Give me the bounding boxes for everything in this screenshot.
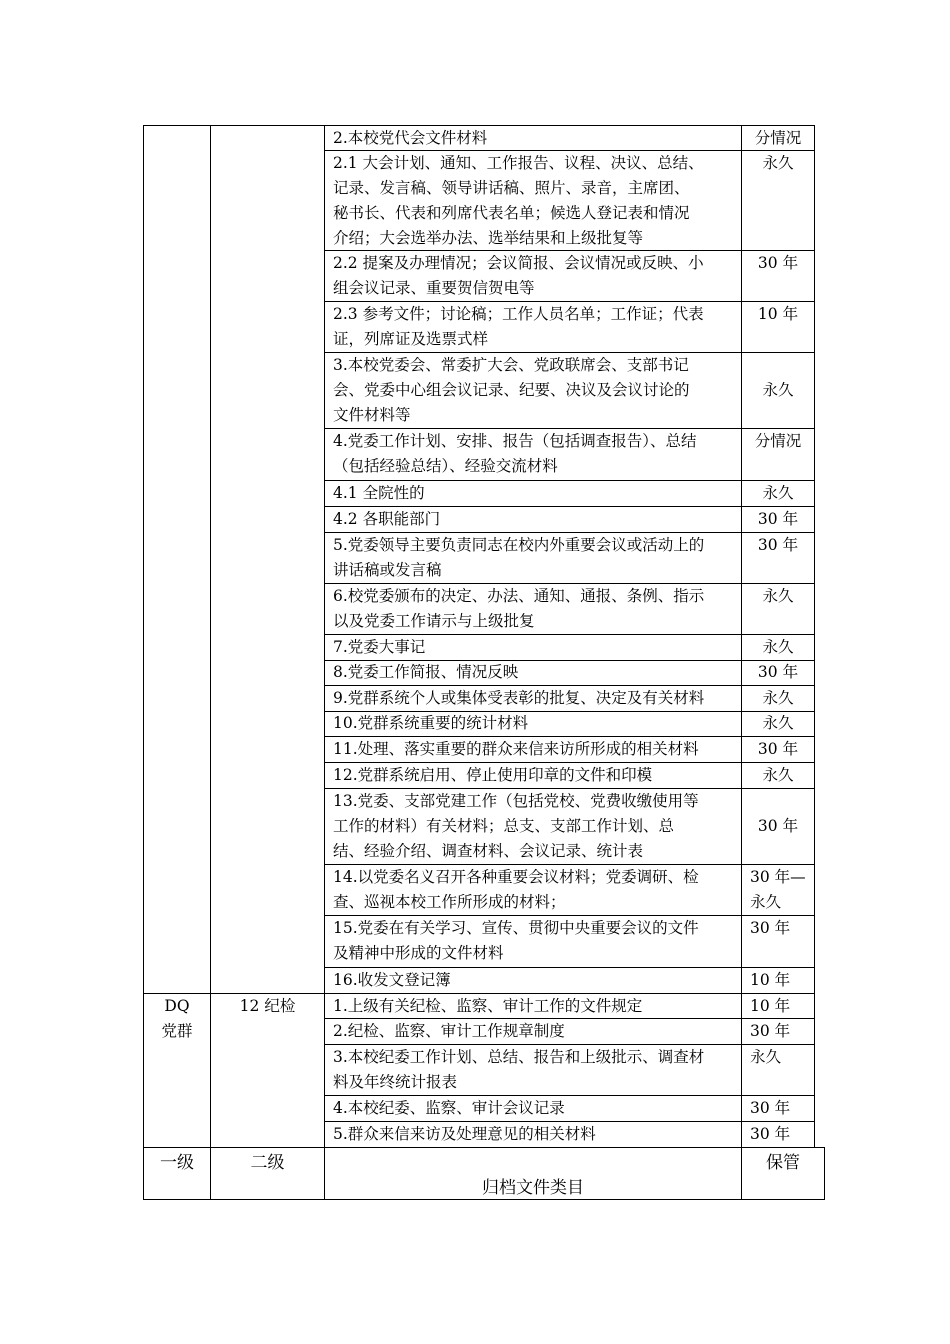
category-cell: 5.党委领导主要负责同志在校内外重要会议或活动上的 讲话稿或发言稿 xyxy=(333,536,705,579)
retention-cell: 30 年 xyxy=(757,254,799,272)
category-cell: 4.1 全院性的 xyxy=(333,484,425,502)
category-cell: 2.纪检、监察、审计工作规章制度 xyxy=(333,1022,565,1040)
category-cell: 2.本校党代会文件材料 xyxy=(333,129,488,147)
category-cell: 6.校党委颁布的决定、办法、通知、通报、条例、指示 以及党委工作请示与上级批复 xyxy=(333,587,705,630)
retention-cell: 30 年 xyxy=(750,919,791,937)
category-cell: 12.党群系统启用、停止使用印章的文件和印模 xyxy=(333,766,653,784)
category-cell: 13.党委、支部党建工作（包括党校、党费收缴使用等 工作的材料）有关材料；总支、支部工作计划、总 结、经验介绍、调查材料、会议记录、统计表 xyxy=(333,792,699,860)
category-cell: 10.党群系统重要的统计材料 xyxy=(333,714,529,732)
category-cell: 9.党群系统个人或集体受表彰的批复、决定及有关材料 xyxy=(333,689,705,707)
retention-cell: 30 年 xyxy=(750,1125,791,1143)
category-cell: 1.上级有关纪检、监察、审计工作的文件规定 xyxy=(333,997,643,1015)
retention-cell: 10 年 xyxy=(757,305,799,323)
category-cell: 5.群众来信来访及处理意见的相关材料 xyxy=(333,1125,596,1143)
retention-cell: 10 年 xyxy=(750,971,791,989)
retention-cell: 30 年 xyxy=(757,510,799,528)
level2-name: 12 纪检 xyxy=(239,997,296,1015)
retention-cell: 永久 xyxy=(762,484,794,502)
col-border xyxy=(814,125,815,1147)
retention-cell: 30 年— 永久 xyxy=(750,868,806,911)
header-retention: 保管 xyxy=(766,1153,800,1173)
col-border xyxy=(210,125,211,1200)
category-cell: 16.收发文登记簿 xyxy=(333,971,451,989)
category-cell: 2.1 大会计划、通知、工作报告、议程、决议、总结、 记录、发言稿、领导讲话稿、照片、录音，主席团、 秘书长、代表和列席代表名单；候选人登记表和情况 介绍；大会选举办法、选举结果和上级批复等 xyxy=(333,154,704,247)
category-cell: 3.本校党委会、常委扩大会、党政联席会、支部书记 会、党委中心组会议记录、纪要、决议及会议讨论的 文件材料等 xyxy=(333,356,690,424)
retention-cell: 30 年 xyxy=(757,663,799,681)
row-border xyxy=(143,1147,825,1148)
category-cell: 4.党委工作计划、安排、报告（包括调查报告）、总结 （包括经验总结）、经验交流材料 xyxy=(333,432,697,475)
retention-cell: 分情况 xyxy=(754,432,802,450)
retention-cell: 永久 xyxy=(750,1048,782,1066)
retention-cell: 30 年 xyxy=(757,536,799,554)
level1-code: DQ 党群 xyxy=(161,997,193,1040)
retention-cell: 30 年 xyxy=(757,817,799,835)
retention-cell: 10 年 xyxy=(750,997,791,1015)
category-cell: 3.本校纪委工作计划、总结、报告和上级批示、调查材 料及年终统计报表 xyxy=(333,1048,705,1091)
retention-cell: 永久 xyxy=(762,381,794,399)
retention-cell: 永久 xyxy=(762,689,794,707)
header-category: 归档文件类目 xyxy=(482,1178,584,1198)
retention-cell: 分情况 xyxy=(754,129,802,147)
category-cell: 14.以党委名义召开各种重要会议材料；党委调研、检 查、巡视本校工作所形成的材料； xyxy=(333,868,699,911)
col-border xyxy=(824,1147,825,1200)
retention-cell: 30 年 xyxy=(750,1099,791,1117)
category-cell: 2.3 参考文件；讨论稿；工作人员名单；工作证；代表 证，列席证及选票式样 xyxy=(333,305,704,348)
category-cell: 4.2 各职能部门 xyxy=(333,510,441,528)
category-cell: 2.2 提案及办理情况；会议简报、会议情况或反映、小 组会议记录、重要贺信贺电等 xyxy=(333,254,704,297)
retention-cell: 永久 xyxy=(762,766,794,784)
retention-cell: 永久 xyxy=(762,154,794,172)
category-cell: 7.党委大事记 xyxy=(333,638,426,656)
header-level1: 一级 xyxy=(160,1153,194,1173)
header-level2: 二级 xyxy=(250,1153,285,1173)
category-cell: 4.本校纪委、监察、审计会议记录 xyxy=(333,1099,565,1117)
retention-cell: 30 年 xyxy=(750,1022,791,1040)
category-cell: 15.党委在有关学习、宣传、贯彻中央重要会议的文件 及精神中形成的文件材料 xyxy=(333,919,699,962)
retention-cell: 30 年 xyxy=(757,740,799,758)
category-cell: 8.党委工作简报、情况反映 xyxy=(333,663,519,681)
retention-cell: 永久 xyxy=(762,638,794,656)
category-cell: 11.处理、落实重要的群众来信来访所形成的相关材料 xyxy=(333,740,699,758)
retention-cell: 永久 xyxy=(762,714,794,732)
col-border xyxy=(324,125,325,1200)
retention-cell: 永久 xyxy=(762,587,794,605)
